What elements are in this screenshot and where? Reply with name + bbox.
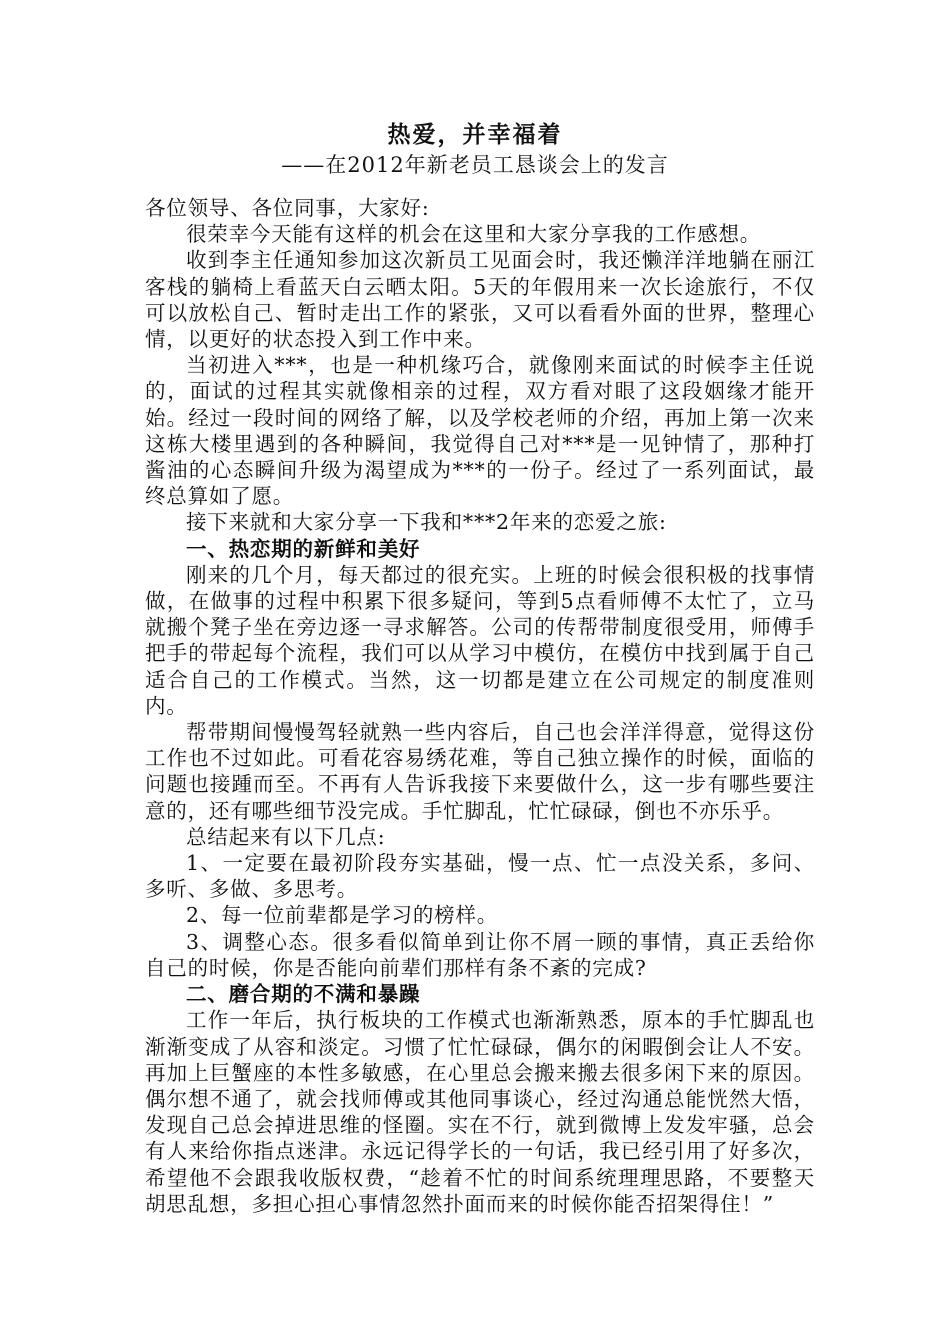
paragraph-joining: 当初进入***，也是一种机缘巧合，就像刚来面试的时候李主任说的，面试的过程其实就像相亲的过程，双方看对眼了这段姻缘才能开始。经过一段时间的网络了解，以及学校老师的介绍，再加上第一次来这栋大楼里遇到的各种瞬间，我觉得自己对***是一见钟情了，那种打酱油的心态瞬间升级为渴望成为***的一份子。经过了一系列面试，最终总算如了愿。 (145, 353, 815, 509)
paragraph-share: 接下来就和大家分享一下我和***2年来的恋爱之旅: (186, 510, 667, 535)
paragraph-intro: 很荣幸今天能有这样的机会在这里和大家分享我的工作感想。 (186, 222, 762, 247)
list-item: 1、一定要在最初阶段夯实基础，慢一点、忙一点没关系，多问、多听、多做、多思考。 (145, 851, 815, 902)
document-title: 热爱，并幸福着 (387, 121, 563, 148)
section1-paragraph-1: 刚来的几个月，每天都过的很充实。上班的时候会很积极的找事情做，在做事的过程中积累下很多疑问，等到5点看师傅不太忙了，立马就搬个凳子坐在旁边逐一寻求解答。公司的传帮带制度很受用，师傅手把手的带起每个流程，我们可以从学习中模仿，在模仿中找到属于自己适合自己的工作模式。当然，这一切都是建立在公司规定的制度准则内。 (145, 562, 815, 718)
document-subtitle: ——在2012年新老员工恳谈会上的发言 (281, 153, 669, 177)
document-body (145, 195, 815, 1217)
section1-paragraph-3: 总结起来有以下几点: (186, 824, 386, 849)
list-item: 2、每一位前辈都是学习的榜样。 (186, 903, 499, 928)
greeting: 各位领导、各位同事，大家好: (145, 196, 430, 220)
list-item: 3、调整心态。很多看似简单到让你不屑一顾的事情，真正丢给你自己的时候，你是否能向前辈们那样有条不紊的完成? (145, 929, 815, 980)
section-heading-2: 二、磨合期的不满和暴躁 (186, 982, 421, 1007)
section-heading-1: 一、热恋期的新鲜和美好 (186, 536, 421, 561)
section2-paragraph-1: 工作一年后，执行板块的工作模式也渐渐熟悉，原本的手忙脚乱也渐渐变成了从容和淡定。习惯了忙忙碌碌，偶尔的闲暇倒会让人不安。再加上巨蟹座的本性多敏感，在心里总会搬来搬去很多闲下来的原因。偶尔想不通了，就会找师傅或其他同事谈心，经过沟通总能恍然大悟，发现自己总会掉进思维的怪圈。实在不行，就到微博上发发牢骚，总会有人来给你指点迷津。永远记得学长的一句话，我已经引用了好多次，希望他不会跟我收版权费，“趁着不忙的时间系统理理思路，不要整天胡思乱想，多担心担心事情忽然扑面而来的时候你能否招架得住！” (145, 1008, 815, 1216)
section1-paragraph-2: 帮带期间慢慢驾轻就熟一些内容后，自己也会洋洋得意，觉得这份工作也不过如此。可看花容易绣花难，等自己独立操作的时候，面临的问题也接踵而至。不再有人告诉我接下来要做什么，这一步有哪些要注意的，还有哪些细节没完成。手忙脚乱，忙忙碌碌，倒也不亦乐乎。 (145, 720, 815, 823)
paragraph-vacation: 收到李主任通知参加这次新员工见面会时，我还懒洋洋地躺在丽江客栈的躺椅上看蓝天白云晒太阳。5天的年假用来一次长途旅行，不仅可以放松自己、暂时走出工作的紧张，又可以看看外面的世界，整理心情，以更好的状态投入到工作中来。 (145, 248, 815, 352)
